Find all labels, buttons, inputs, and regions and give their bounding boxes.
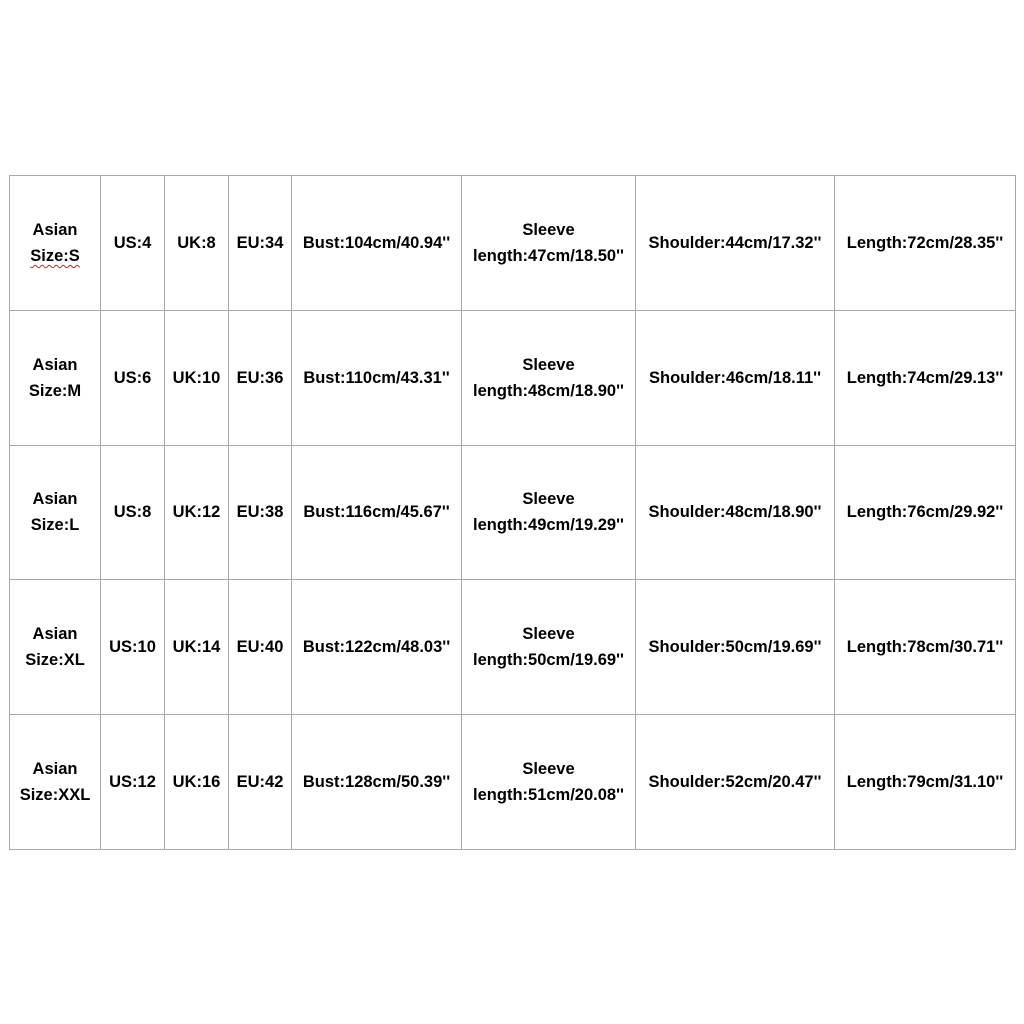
table-row: [10, 715, 1016, 850]
length-cell: Length:72cm/28.35'': [835, 176, 1016, 311]
shoulder-cell: Shoulder:48cm/18.90'': [636, 445, 835, 580]
asian-size-cell: Asian Size:M: [10, 310, 101, 445]
uk-size-cell: UK:8: [165, 176, 229, 311]
table-row: [10, 310, 1016, 445]
us-size-cell: US:12: [101, 715, 165, 850]
uk-size-cell: UK:14: [165, 580, 229, 715]
shoulder-cell: Shoulder:52cm/20.47'': [636, 715, 835, 850]
sleeve-length-cell: Sleeve length:47cm/18.50'': [462, 176, 636, 311]
asian-size-cell: Asian Size:XL: [10, 580, 101, 715]
length-cell: Length:79cm/31.10'': [835, 715, 1016, 850]
bust-cell: Bust:122cm/48.03'': [292, 580, 462, 715]
eu-size-cell: EU:36: [229, 310, 292, 445]
us-size-cell: US:6: [101, 310, 165, 445]
sleeve-length-cell: Sleeve length:49cm/19.29'': [462, 445, 636, 580]
bust-cell: Bust:104cm/40.94'': [292, 176, 462, 311]
shoulder-cell: Shoulder:46cm/18.11'': [636, 310, 835, 445]
sleeve-length-cell: Sleeve length:51cm/20.08'': [462, 715, 636, 850]
bust-cell: Bust:116cm/45.67'': [292, 445, 462, 580]
uk-size-cell: UK:10: [165, 310, 229, 445]
shoulder-cell: Shoulder:50cm/19.69'': [636, 580, 835, 715]
eu-size-cell: EU:34: [229, 176, 292, 311]
uk-size-cell: UK:12: [165, 445, 229, 580]
us-size-cell: US:4: [101, 176, 165, 311]
sleeve-length-cell: Sleeve length:48cm/18.90'': [462, 310, 636, 445]
eu-size-cell: EU:38: [229, 445, 292, 580]
us-size-cell: US:10: [101, 580, 165, 715]
size-chart-table: [9, 175, 1016, 850]
asian-size-cell: Asian Size:L: [10, 445, 101, 580]
eu-size-cell: EU:42: [229, 715, 292, 850]
us-size-cell: US:8: [101, 445, 165, 580]
bust-cell: Bust:128cm/50.39'': [292, 715, 462, 850]
length-cell: Length:76cm/29.92'': [835, 445, 1016, 580]
table-row: [10, 445, 1016, 580]
table-row: [10, 176, 1016, 311]
bust-cell: Bust:110cm/43.31'': [292, 310, 462, 445]
asian-size-cell: Asian Size:S: [10, 176, 101, 311]
eu-size-cell: EU:40: [229, 580, 292, 715]
length-cell: Length:74cm/29.13'': [835, 310, 1016, 445]
table-row: [10, 580, 1016, 715]
asian-size-cell: Asian Size:XXL: [10, 715, 101, 850]
uk-size-cell: UK:16: [165, 715, 229, 850]
shoulder-cell: Shoulder:44cm/17.32'': [636, 176, 835, 311]
length-cell: Length:78cm/30.71'': [835, 580, 1016, 715]
sleeve-length-cell: Sleeve length:50cm/19.69'': [462, 580, 636, 715]
